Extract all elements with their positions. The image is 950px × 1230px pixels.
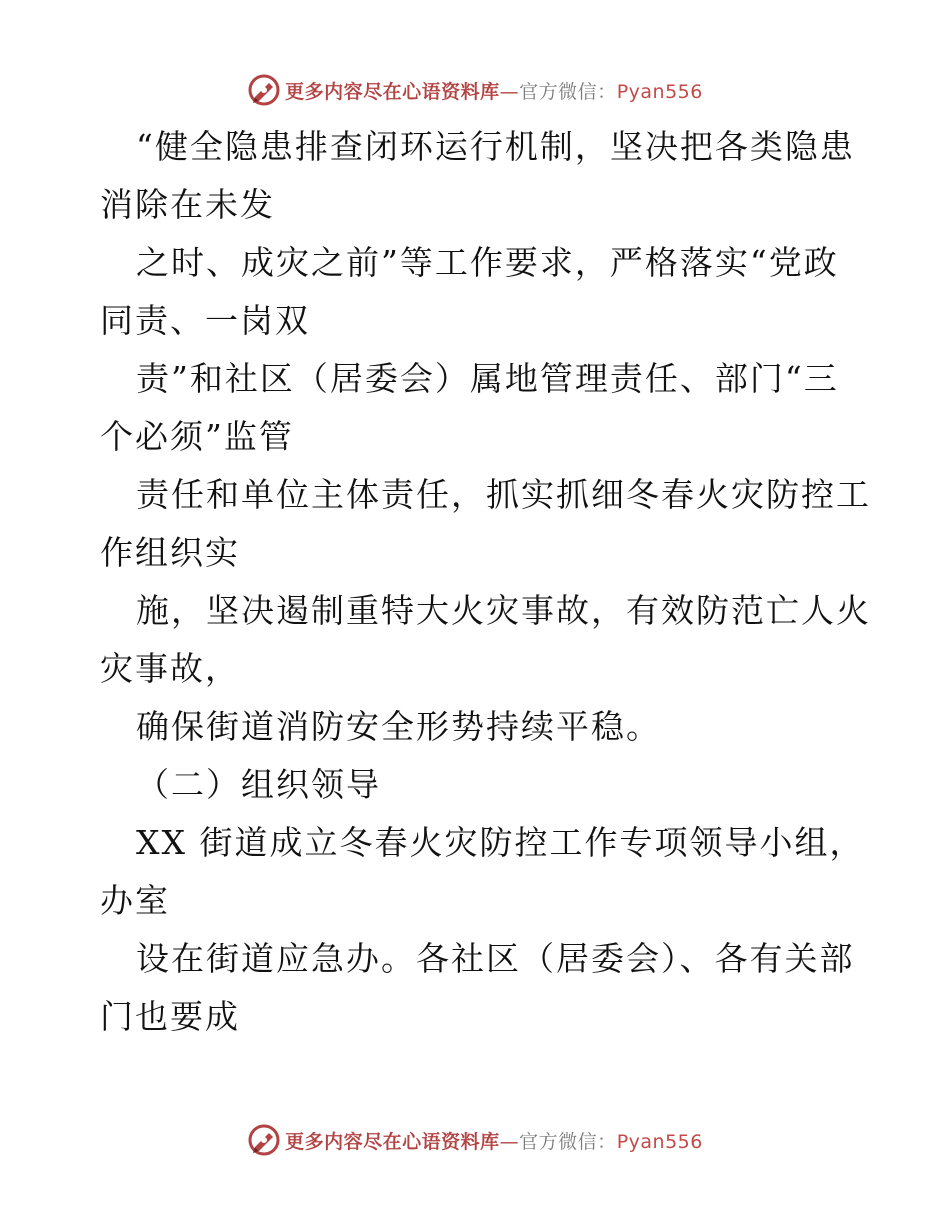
- header-watermark: [0, 70, 950, 110]
- document-line: XX 街道成立冬春火灾防控工作专项领导小组，: [136, 823, 865, 862]
- document-line: 灾事故，: [100, 649, 240, 688]
- watermark-wechat-id: Pyan556: [616, 1130, 703, 1153]
- document-line: 个必须”监管: [100, 417, 294, 456]
- document-line: 同责、一岗双: [100, 301, 310, 340]
- document-line: “健全隐患排查闭环运行机制，坚决把各类隐患: [136, 127, 855, 166]
- watermark-site-text: 更多内容尽在心语资料库: [285, 1130, 500, 1153]
- watermark-text: [285, 1127, 703, 1154]
- footer-watermark: [0, 1120, 950, 1160]
- pen-logo-icon: [247, 1123, 281, 1157]
- document-line: 责”和社区（居委会）属地管理责任、部门“三: [136, 359, 839, 398]
- document-line: 之时、成灾之前”等工作要求，严格落实“党政: [136, 243, 839, 282]
- watermark-site-text: 更多内容尽在心语资料库: [285, 80, 500, 103]
- document-line: 作组织实: [100, 533, 240, 572]
- document-line: 门也要成: [100, 997, 240, 1036]
- document-line: 设在街道应急办。各社区（居委会）、各有关部: [136, 939, 855, 978]
- watermark-text: [285, 77, 703, 104]
- document-line: 责任和单位主体责任，抓实抓细冬春火灾防控工: [136, 475, 871, 514]
- section-heading: （二）组织领导: [136, 765, 381, 804]
- document-line: 确保街道消防安全形势持续平稳。: [136, 707, 661, 746]
- watermark-dash: —: [499, 1130, 520, 1153]
- document-line: 办室: [100, 881, 170, 920]
- document-line: 施，坚决遏制重特大火灾事故，有效防范亡人火: [136, 591, 871, 630]
- document-body: [100, 118, 871, 1046]
- watermark-wechat-label: 官方微信：: [519, 1130, 617, 1153]
- document-line: 消除在未发: [100, 185, 275, 224]
- pen-logo-icon: [247, 73, 281, 107]
- watermark-dash: —: [499, 80, 520, 103]
- watermark-wechat-id: Pyan556: [616, 80, 703, 103]
- watermark-wechat-label: 官方微信：: [519, 80, 617, 103]
